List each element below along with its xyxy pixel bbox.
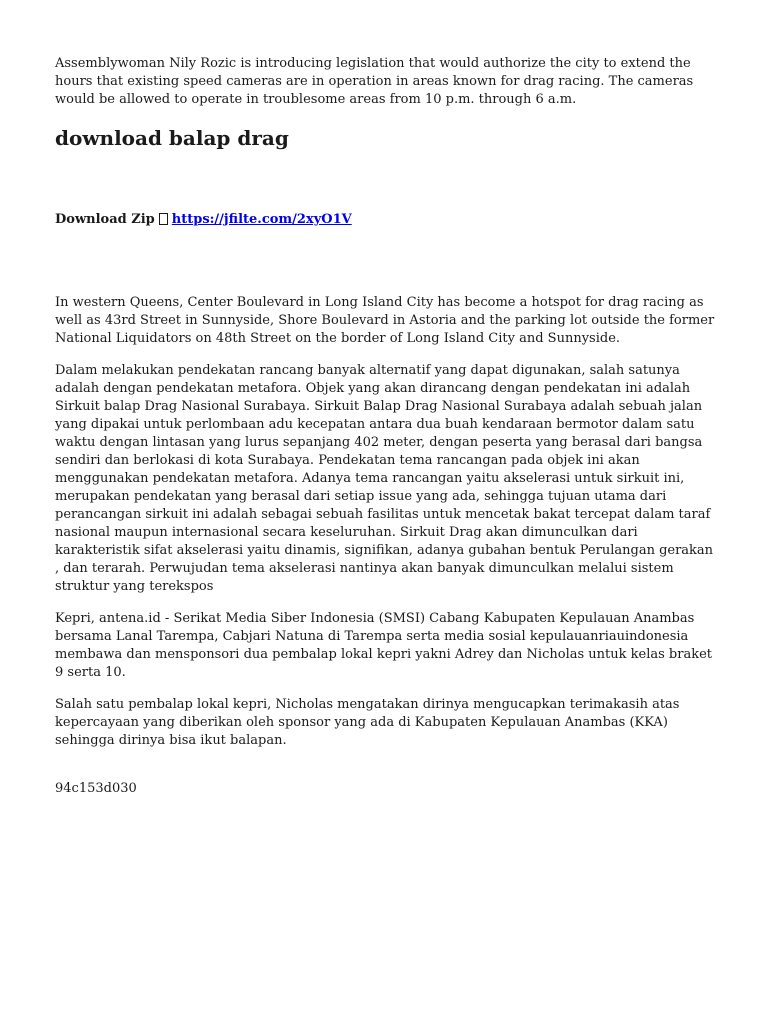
paragraph-nicholas: Salah satu pembalap lokal kepri, Nicholas mengatakan dirinya mengucapkan terimakasih atas kepercayaan yang diberikan oleh sponsor yang ada di Kabupaten Kepulauan Anambas (KKA) sehingga dirinya bisa ikut balapan. (55, 697, 680, 748)
intro-paragraph: Assemblywoman Nily Rozic is introducing legislation that would authorize the city to extend the hours that existing speed cameras are in operation in areas known for drag racing. The cameras would be allowed to operate in troublesome areas from 10 p.m. through 6 a.m. (55, 56, 694, 107)
missing-glyph-icon (159, 213, 168, 225)
download-label: Download Zip (55, 212, 155, 227)
paragraph-queens: In western Queens, Center Boulevard in Long Island City has become a hotspot for drag racing as well as 43rd Street in Sunnyside, Shore Boulevard in Astoria and the parking lot outside the former National Liquidators on 48th Street on the border of Long Island City and Sunnyside. (55, 295, 715, 346)
footer-code: 94c153d030 (55, 781, 137, 796)
download-link[interactable]: https://jfilte.com/2xyO1V (171, 212, 352, 227)
spacer (55, 229, 720, 294)
paragraph-sirkuit: Dalam melakukan pendekatan rancang banyak alternatif yang dapat digunakan, salah satunya adalah dengan pendekatan metafora. Objek yang akan dirancang dengan pendekatan ini adalah Sirkuit balap Drag Nasional Surabaya. Sirkuit Balap Drag Nasional Surabaya adalah sebuah jalan yang dipakai untuk perlombaan adu kecepatan antara dua buah kendaraan bermotor dalam satu waktu dengan lintasan yang lurus sepanjang 402 meter, dengan peserta yang berasal dari bangsa sendiri dan berlokasi di kota Surabaya. Pendekatan tema rancangan pada objek ini akan menggunakan pendekatan metafora. Adanya tema rancangan yaitu akselerasi untuk sirkuit ini, merupakan pendekatan yang berasal dari setiap issue yang ada, sehingga tujuan utama dari perancangan sirkuit ini adalah sebagai sebuah fasilitas untuk mencetak bakat tercepat dalam taraf nasional maupun internasional secara keseluruhan. Sirkuit Drag akan dimunculkan dari karakteristik sifat akselerasi yaitu dinamis, signifikan, adanya gubahan bentuk Perulangan gerakan , dan terarah. Perwujudan tema akselerasi nantinya akan banyak dimunculkan melalui sistem struktur yang terekspos (55, 363, 714, 594)
page-heading: download balap drag (55, 126, 289, 150)
paragraph-kepri: Kepri, antena.id - Serikat Media Siber Indonesia (SMSI) Cabang Kabupaten Kepulauan Anambas bersama Lanal Tarempa, Cabjari Natuna di Tarempa serta media sosial kepulauanriauindonesia membawa dan mensponsori dua pembalap lokal kepri yakni Adrey dan Nicholas untuk kelas braket 9 serta 10. (55, 611, 712, 680)
document-page (55, 55, 720, 798)
download-line (55, 211, 720, 229)
